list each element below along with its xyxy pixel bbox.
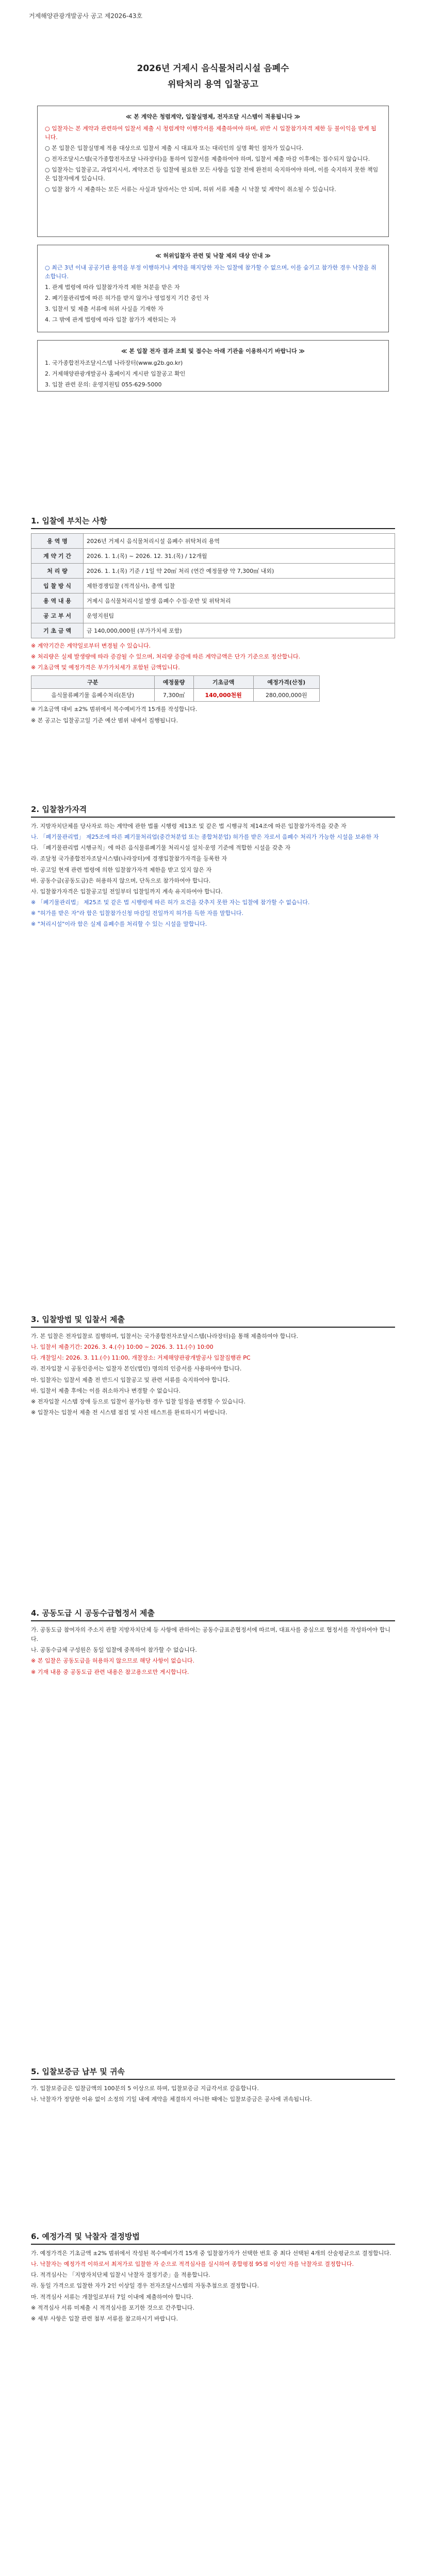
money-table <box>31 675 320 702</box>
section-4 <box>31 1607 395 1679</box>
section-6-note: ※ 세부 사항은 입찰 관련 첨부 서류를 참고하시기 바랍니다. <box>31 2315 178 2322</box>
notice-line: ○ 입찰자는 입찰공고, 과업지시서, 계약조건 등 입찰에 필요한 모든 사항을 입찰 전에 완전히 숙지하여야 하며, 이를 숙지하지 못한 책임은 입찰자에게 있습니다. <box>45 166 379 182</box>
warning-line: 3. 입찰서 및 제출 서류에 허위 사실을 기재한 자 <box>45 306 163 313</box>
section-2 <box>31 804 395 930</box>
section-2-title: 2. 입찰참가자격 <box>31 804 395 818</box>
section-1-money-note: ※ 본 공고는 입찰공고일 기준 예산 범위 내에서 집행됩니다. <box>31 717 178 724</box>
section-4-note: ※ 본 입찰은 공동도급을 허용하지 않으므로 해당 사항이 없습니다. <box>31 1657 194 1665</box>
section-2-item: 다. 「폐기물관리법 시행규칙」에 따른 음식물류폐기물 처리시설 설치·운영 기준에 적합한 시설을 갖춘 자 <box>31 844 291 852</box>
electronic-line: 1. 국가종합전자조달시스템 나라장터(www.g2b.go.kr) <box>45 360 183 367</box>
money-header: 기초금액 <box>193 676 253 689</box>
row-key: 계 약 기 간 <box>31 549 84 564</box>
warning-line: 1. 관계 법령에 따라 입찰참가자격 제한 처분을 받은 자 <box>45 284 180 291</box>
table-row <box>31 534 395 549</box>
money-header: 구분 <box>31 676 155 689</box>
info-table <box>31 533 395 638</box>
section-5-title: 5. 입찰보증금 납부 및 귀속 <box>31 2066 395 2080</box>
page-title <box>0 61 426 90</box>
table-row <box>31 608 395 623</box>
row-key: 기 초 금 액 <box>31 623 84 638</box>
section-2-note: ※ 「폐기물관리법」 제25조 및 같은 법 시행령에 따른 허가 요건을 갖추지 못한 자는 입찰에 참가할 수 없습니다. <box>31 899 310 906</box>
section-5-item: 가. 입찰보증금은 입찰금액의 100분의 5 이상으로 하며, 입찰보증금 지급각서로 갈음합니다. <box>31 2085 259 2092</box>
notice-line: ○ 입찰 참가 시 제출하는 모든 서류는 사실과 달라서는 안 되며, 허위 서류 제출 시 낙찰 및 계약이 취소될 수 있습니다. <box>45 186 336 193</box>
warning-line: ○ 최근 3년 이내 공공기관 용역을 부정 이행하거나 계약을 해지당한 자는 입찰에 참가할 수 없으며, 이를 숨기고 참가한 경우 낙찰을 취소합니다. <box>45 264 376 280</box>
section-1-note: ※ 기초금액 및 예정가격은 부가가치세가 포함된 금액입니다. <box>31 664 180 671</box>
warning-line: 2. 폐기물관리법에 따른 허가를 받지 않거나 영업정지 기간 중인 자 <box>45 295 209 302</box>
section-3-item: 가. 본 입찰은 전자입찰로 집행하며, 입찰서는 국가종합전자조달시스템(나라장터)을 통해 제출하여야 합니다. <box>31 1333 299 1340</box>
row-value: 금 140,000,000원 (부가가치세 포함) <box>84 623 395 638</box>
section-6 <box>31 2231 395 2325</box>
section-3-note: ※ 전자입찰 시스템 장애 등으로 입찰이 불가능한 경우 입찰 일정을 변경할 수 있습니다. <box>31 1398 245 1405</box>
section-1-note: ※ 계약기간은 계약일로부터 변경될 수 있습니다. <box>31 642 151 649</box>
section-5-item: 나. 낙찰자가 정당한 이유 없이 소정의 기일 내에 계약을 체결하지 아니한 때에는 입찰보증금은 공사에 귀속됩니다. <box>31 2096 312 2103</box>
notice-line: ○ 전자조달시스템(국가종합전자조달 나라장터)을 통하여 입찰서를 제출하여야 하며, 입찰서 제출 마감 이후에는 접수되지 않습니다. <box>45 156 370 163</box>
section-4-title: 4. 공동도급 시 공동수급협정서 제출 <box>31 1607 395 1621</box>
row-key: 입 찰 방 식 <box>31 579 84 594</box>
section-2-item: 사. 입찰참가자격은 입찰공고일 전일부터 입찰일까지 계속 유지하여야 합니다. <box>31 888 223 895</box>
section-6-item: 라. 동일 가격으로 입찰한 자가 2인 이상일 경우 전자조달시스템의 자동추첨으로 결정합니다. <box>31 2282 259 2290</box>
section-3-item: 바. 입찰서 제출 후에는 이를 취소하거나 변경할 수 없습니다. <box>31 1387 181 1394</box>
notice-number: 거제해양관광개발공사 공고 제2026-43호 <box>29 12 143 20</box>
section-1-note: ※ 처리량은 실제 발생량에 따라 증감될 수 있으며, 처리량 증감에 따른 계약금액은 단가 기준으로 정산합니다. <box>31 653 301 660</box>
money-cell: 7,300㎥ <box>154 689 193 702</box>
row-key: 용 역 내 용 <box>31 594 84 608</box>
section-2-note: ※ "처리시설"이라 함은 실제 음폐수를 처리할 수 있는 시설을 말합니다. <box>31 921 207 928</box>
table-row <box>31 689 320 702</box>
table-row <box>31 594 395 608</box>
section-2-item: 나. 「폐기물관리법」 제25조에 따른 폐기물처리업(중간처분업 또는 종합처분업) 허가를 받은 자로서 음폐수 처리가 가능한 시설을 보유한 자 <box>31 834 379 841</box>
section-1-title: 1. 입찰에 부치는 사항 <box>31 515 395 529</box>
table-row <box>31 564 395 579</box>
electronic-box <box>37 340 389 392</box>
money-cell: 140,000천원 <box>193 689 253 702</box>
row-value: 운영지원팀 <box>84 608 395 623</box>
section-2-item: 라. 조달청 국가종합전자조달시스템(나라장터)에 경쟁입찰참가자격을 등록한 자 <box>31 855 227 862</box>
section-3 <box>31 1314 395 1419</box>
table-row <box>31 549 395 564</box>
notice-box-head: ≪ 본 계약은 청렴계약, 입찰실명제, 전자조달 시스템이 적용됩니다 ≫ <box>125 113 301 120</box>
section-2-item: 마. 공고일 현재 관련 법령에 의한 입찰참가자격 제한을 받고 있지 않은 자 <box>31 866 212 873</box>
row-value: 2026. 1. 1.(목) ~ 2026. 12. 31.(목) / 12개월 <box>84 549 395 564</box>
section-6-note: ※ 적격심사 서류 미제출 시 적격심사를 포기한 것으로 간주합니다. <box>31 2304 194 2311</box>
row-value: 2026. 1. 1.(목) 기준 / 1일 약 20㎥ 처리 (연간 예정물량 약 7,300㎥ 내외) <box>84 564 395 579</box>
warning-line: 4. 그 밖에 관계 법령에 따라 입찰 참가가 제한되는 자 <box>45 316 176 324</box>
warning-box <box>37 245 389 332</box>
table-row <box>31 676 320 689</box>
notice-line: ○ 본 입찰은 입찰실명제 적용 대상으로 입찰서 제출 시 대표자 또는 대리인의 실명 확인 절차가 있습니다. <box>45 145 304 152</box>
section-6-item: 다. 적격심사는 「지방자치단체 입찰시 낙찰자 결정기준」을 적용합니다. <box>31 2272 210 2279</box>
electronic-line: 2. 거제해양관광개발공사 홈페이지 게시판 입찰공고 확인 <box>45 370 186 378</box>
notice-box <box>37 106 389 237</box>
section-4-item: 가. 공동도급 참여자의 주소지 관할 지방자치단체 등 사항에 관하여는 공동수급표준협정서에 따르며, 대표사를 중심으로 협정서를 작성하여야 합니다. <box>31 1626 390 1643</box>
section-6-item: 마. 적격심사 서류는 개찰일로부터 7일 이내에 제출하여야 합니다. <box>31 2293 193 2300</box>
money-cell: 음식물류폐기물 음폐수처리(톤당) <box>31 689 155 702</box>
section-6-item: 가. 예정가격은 기초금액 ±2% 범위에서 작성된 복수예비가격 15개 중 입찰참가자가 선택한 번호 중 최다 선택된 4개의 산술평균으로 결정합니다. <box>31 2250 391 2257</box>
section-4-item: 나. 공동수급체 구성원은 동일 입찰에 중복하여 참가할 수 없습니다. <box>31 1647 197 1654</box>
section-4-note: ※ 기재 내용 중 공동도급 관련 내용은 참고용으로만 게시합니다. <box>31 1668 189 1675</box>
row-value: 거제시 음식물처리시설 발생 음폐수 수집·운반 및 위탁처리 <box>84 594 395 608</box>
row-key: 용 역 명 <box>31 534 84 549</box>
title-line-2: 위탁처리 용역 입찰공고 <box>167 79 259 90</box>
section-3-title: 3. 입찰방법 및 입찰서 제출 <box>31 1314 395 1328</box>
section-1-money-note: ※ 기초금액 대비 ±2% 범위에서 복수예비가격 15개를 작성합니다. <box>31 706 198 713</box>
row-key: 처 리 량 <box>31 564 84 579</box>
section-1 <box>31 515 395 727</box>
section-5 <box>31 2066 395 2106</box>
section-2-item: 가. 지방자치단체를 당사자로 하는 계약에 관한 법률 시행령 제13조 및 같은 법 시행규칙 제14조에 따른 입찰참가자격을 갖춘 자 <box>31 823 347 829</box>
row-value: 2026년 거제시 음식물처리시설 음폐수 위탁처리 용역 <box>84 534 395 549</box>
table-row <box>31 579 395 594</box>
table-row <box>31 623 395 638</box>
section-6-title: 6. 예정가격 및 낙찰자 결정방법 <box>31 2231 395 2245</box>
money-cell: 280,000,000원 <box>253 689 320 702</box>
section-3-item: 나. 입찰서 제출기간: 2026. 3. 4.(수) 10:00 ~ 2026. 3. 11.(수) 10:00 <box>31 1344 214 1351</box>
section-2-item: 바. 공동수급(공동도급)은 허용하지 않으며, 단독으로 참가하여야 합니다. <box>31 877 211 884</box>
section-6-item: 나. 낙찰자는 예정가격 이하로서 최저가로 입찰한 자 순으로 적격심사를 실시하여 종합평점 95점 이상인 자를 낙찰자로 결정합니다. <box>31 2261 354 2268</box>
title-line-1: 2026년 거제시 음식물처리시설 음폐수 <box>137 63 289 74</box>
warning-box-head: ≪ 허위입찰자 관련 및 낙찰 제외 대상 안내 ≫ <box>155 252 271 259</box>
section-3-item: 라. 전자입찰 시 공동인증서는 입찰자 본인(법인) 명의의 인증서를 사용하여야 합니다. <box>31 1365 242 1372</box>
notice-line: ○ 입찰자는 본 계약과 관련하여 입찰서 제출 시 청렴계약 이행각서를 제출하여야 하며, 위반 시 입찰참가자격 제한 등 불이익을 받게 됩니다. <box>45 125 376 141</box>
section-3-item: 다. 개찰일시: 2026. 3. 11.(수) 11:00, 개찰장소: 거제해양관광개발공사 입찰집행관 PC <box>31 1354 251 1362</box>
section-2-note: ※ "허가를 받은 자"라 함은 입찰참가신청 마감일 전일까지 허가를 득한 자를 말합니다. <box>31 910 243 917</box>
electronic-line: 3. 입찰 관련 문의: 운영지원팀 055-629-5000 <box>45 381 162 388</box>
money-header: 예정물량 <box>154 676 193 689</box>
row-key: 공 고 부 서 <box>31 608 84 623</box>
section-3-note: ※ 입찰자는 입찰서 제출 전 시스템 점검 및 사전 테스트를 완료하시기 바랍니다. <box>31 1409 227 1416</box>
section-3-item: 마. 입찰자는 입찰서 제출 전 반드시 입찰공고 및 관련 서류를 숙지하여야 합니다. <box>31 1376 230 1383</box>
money-header: 예정가격(산정) <box>253 676 320 689</box>
electronic-box-head: ≪ 본 입찰 전자 결과 조회 및 접수는 아래 기관을 이용하시기 바랍니다 ≫ <box>121 348 305 354</box>
row-value: 제한경쟁입찰 (적격심사), 총액 입찰 <box>84 579 395 594</box>
